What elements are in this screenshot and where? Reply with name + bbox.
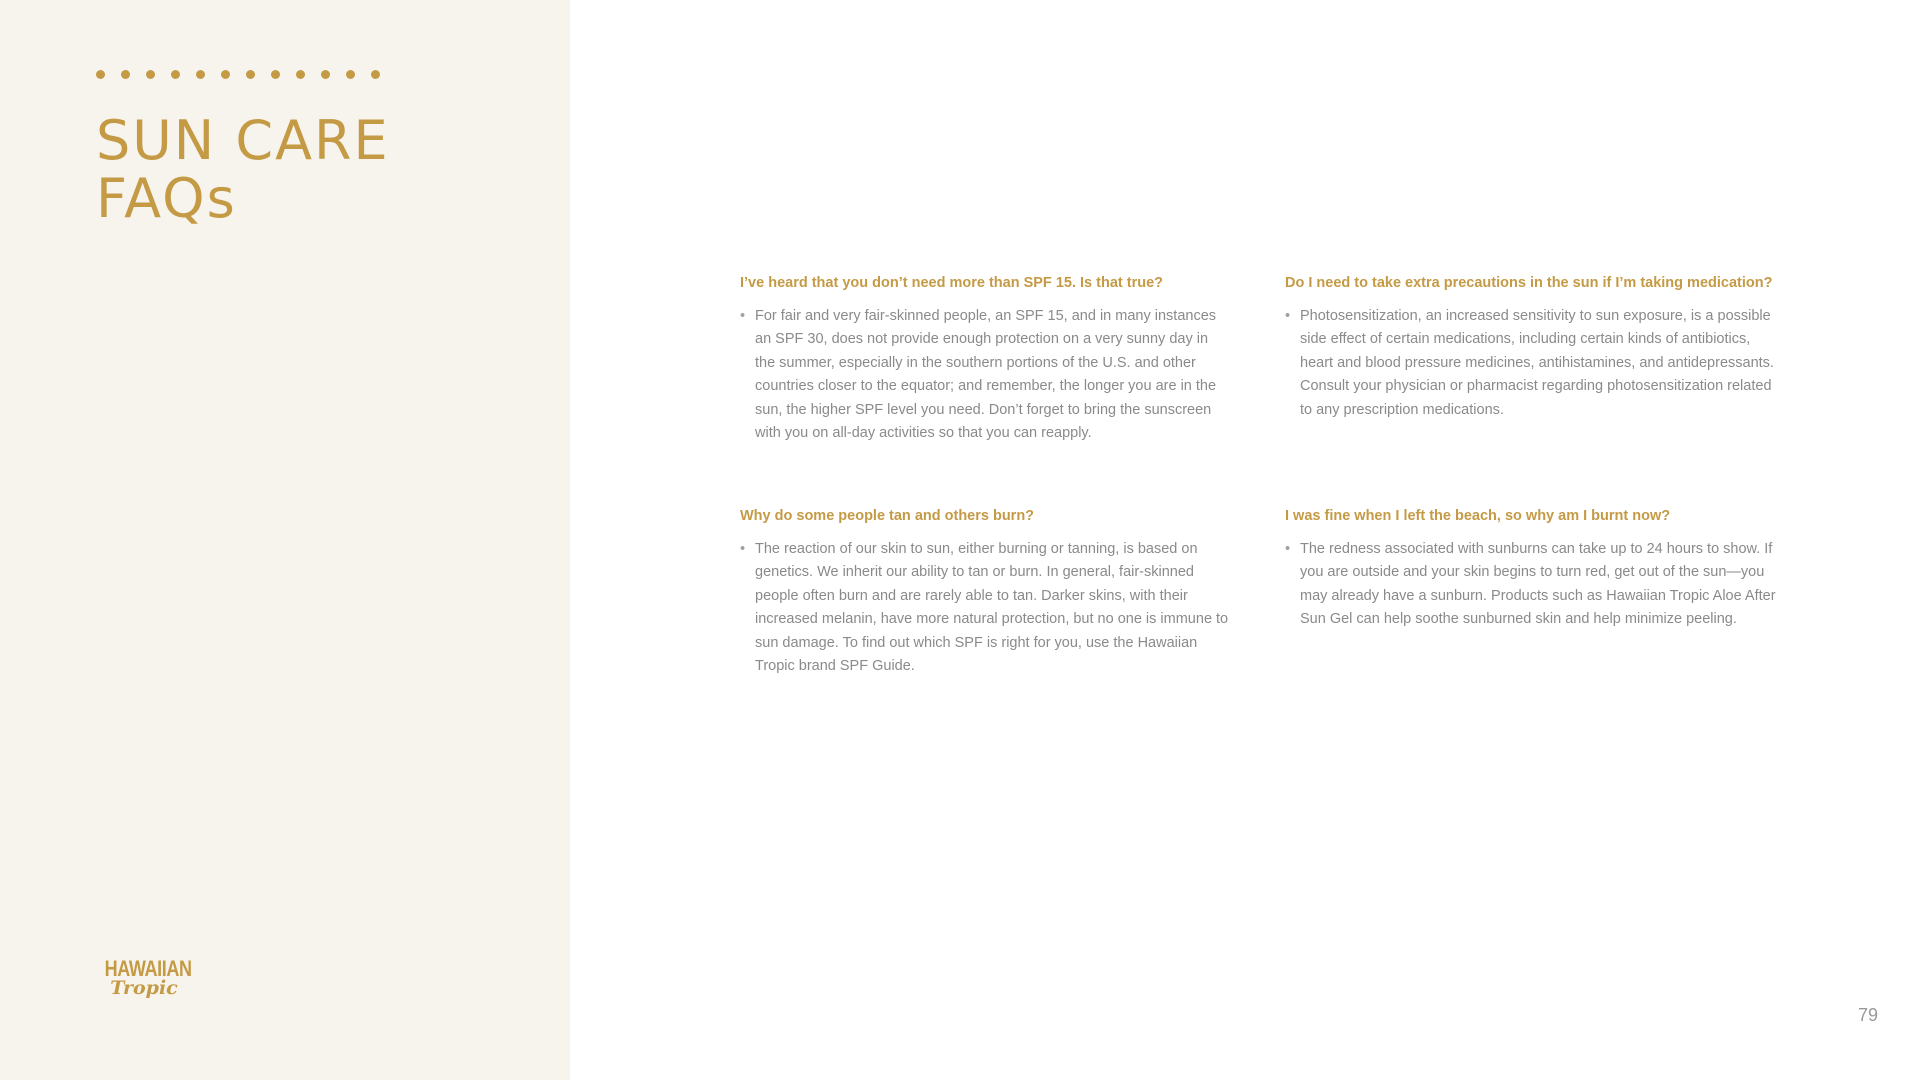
page-title-line1: SUN CARE bbox=[96, 109, 390, 172]
dot-icon bbox=[121, 70, 130, 79]
sidebar-panel bbox=[0, 0, 570, 1080]
faq-question: Do I need to take extra precautions in the sun if I’m taking medication? bbox=[1285, 275, 1773, 291]
page-title-line2: FAQs bbox=[96, 167, 237, 230]
faq-item-delayed-burn bbox=[1285, 505, 1780, 632]
dot-icon bbox=[96, 70, 105, 79]
dot-icon bbox=[321, 70, 330, 79]
faq-question: I’ve heard that you don’t need more than SPF 15. Is that true? bbox=[740, 275, 1163, 291]
dot-icon bbox=[271, 70, 280, 79]
page-title bbox=[96, 109, 390, 230]
faq-answer: • For fair and very fair-skinned people, an SPF 15, and in many instances an SPF 30, does not provide enough protection on a very sunny day in the summer, especially in the southern portions of the U.S. and other countries closer to the equator; and remember, the longer you are in the sun, the higher SPF level you need. Don’t forget to bring the sunscreen with you on all-day activities so that you can reapply. bbox=[740, 305, 1230, 445]
dot-icon bbox=[371, 70, 380, 79]
page-number: 79 bbox=[1857, 1005, 1878, 1025]
faq-item-medication bbox=[1285, 272, 1780, 422]
dot-icon bbox=[146, 70, 155, 79]
faq-question: I was fine when I left the beach, so why am I burnt now? bbox=[1285, 508, 1671, 524]
faq-item-tan-burn bbox=[740, 505, 1230, 678]
dot-icon bbox=[196, 70, 205, 79]
hawaiian-tropic-logo bbox=[96, 958, 192, 998]
faq-answer: • The reaction of our skin to sun, either burning or tanning, is based on genetics. We inherit our ability to tan or burn. In general, fair-skinned people often burn and are rarely able to tan. Darker skins, with their increased melanin, have more natural protection, but no one is immune to sun damage. To find out which SPF is right for you, use the Hawaiian Tropic brand SPF Guide. bbox=[740, 538, 1230, 678]
dot-icon bbox=[296, 70, 305, 79]
faq-answer: • The redness associated with sunburns can take up to 24 hours to show. If you are outside and your skin begins to turn red, get out of the sun—you may already have a sunburn. Products such as Hawaiian Tropic Aloe After Sun Gel can help soothe sunburned skin and help minimize peeling. bbox=[1285, 538, 1780, 632]
faq-item-spf15 bbox=[740, 272, 1230, 445]
dot-icon bbox=[246, 70, 255, 79]
dot-icon bbox=[346, 70, 355, 79]
faq-answer: • Photosensitization, an increased sensitivity to sun exposure, is a possible side effect of certain medications, including certain kinds of antibiotics, heart and blood pressure medicines, antihistamines, and antidepressants. Consult your physician or pharmacist regarding photosensitization related to any prescription medications. bbox=[1285, 305, 1780, 422]
logo-line1: HAWAIIAN bbox=[104, 956, 192, 981]
logo-line2: Tropic bbox=[110, 977, 178, 999]
dot-icon bbox=[171, 70, 180, 79]
dot-icon bbox=[221, 70, 230, 79]
decorative-dots bbox=[96, 70, 380, 79]
faq-question: Why do some people tan and others burn? bbox=[740, 508, 1035, 524]
